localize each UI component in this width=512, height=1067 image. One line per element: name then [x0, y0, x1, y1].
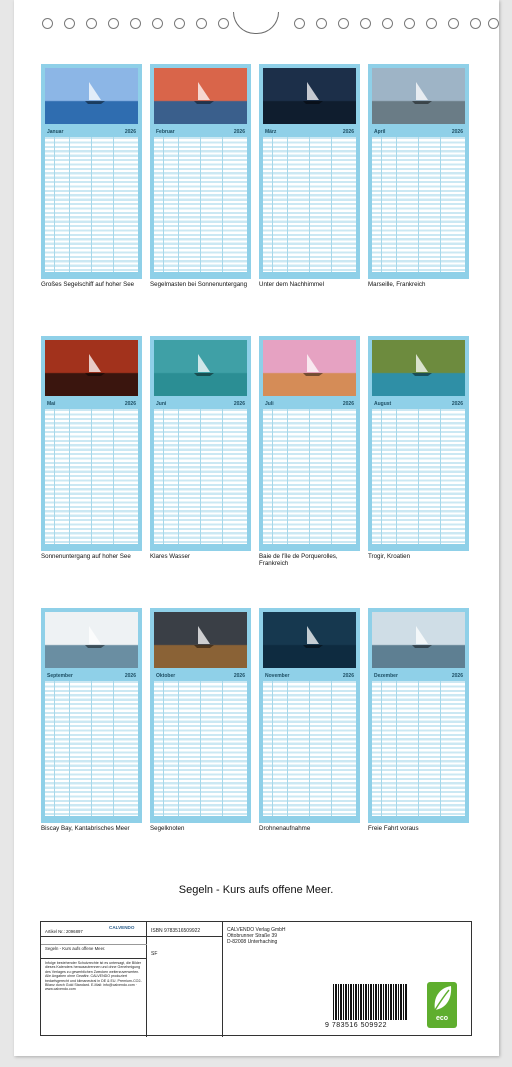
publisher-address	[227, 927, 337, 945]
grid-column-line	[309, 681, 310, 816]
sailboat-icon	[263, 340, 356, 396]
hanger-hook	[233, 12, 279, 34]
planner-grid	[263, 681, 356, 816]
grid-column-line	[222, 137, 223, 272]
grid-column-line	[381, 137, 382, 272]
month-year: 2026	[124, 672, 136, 679]
month-year: 2026	[451, 128, 463, 135]
month-panel	[259, 64, 360, 279]
binding-ring	[108, 18, 119, 29]
month-name: März	[265, 128, 277, 135]
sailboat-icon	[154, 612, 247, 668]
photo-caption: Drohnenaufnahme	[259, 825, 311, 832]
month-photo	[45, 340, 138, 396]
grid-column-line	[381, 409, 382, 544]
grid-column-line	[331, 681, 332, 816]
planner-grid	[154, 137, 247, 272]
month-photo	[263, 612, 356, 668]
photo-caption: Sonnenuntergang auf hoher See	[41, 553, 131, 560]
month-header	[45, 671, 138, 680]
planner-grid	[154, 681, 247, 816]
sailboat-icon	[154, 340, 247, 396]
publisher-logo: CALVENDO	[109, 925, 135, 930]
planner-grid	[45, 409, 138, 544]
month-panel	[259, 608, 360, 823]
sailboat-icon	[372, 340, 465, 396]
grid-column-line	[287, 409, 288, 544]
month-name: Januar	[47, 128, 64, 135]
grid-column-line	[163, 409, 164, 544]
product-title: Segeln - Kurs aufs offene Meer.	[45, 946, 106, 951]
grid-column-line	[418, 137, 419, 272]
address-line: Ottobrunner Straße 39	[227, 933, 278, 939]
grid-column-line	[200, 137, 201, 272]
grid-column-line	[396, 681, 397, 816]
month-photo	[154, 612, 247, 668]
grid-column-line	[69, 137, 70, 272]
month-photo	[372, 68, 465, 124]
month-photo	[154, 340, 247, 396]
planner-grid	[372, 681, 465, 816]
grid-column-line	[113, 409, 114, 544]
planner-grid	[263, 137, 356, 272]
grid-column-line	[69, 681, 70, 816]
grid-column-line	[54, 137, 55, 272]
month-panel	[368, 336, 469, 551]
photo-caption: Trogir, Kroatien	[368, 553, 411, 560]
divider	[41, 936, 147, 937]
grid-column-line	[178, 409, 179, 544]
divider	[41, 944, 147, 945]
grid-column-line	[287, 137, 288, 272]
month-photo	[372, 612, 465, 668]
month-panel	[150, 64, 251, 279]
month-name: August	[374, 400, 392, 407]
grid-column-line	[91, 681, 92, 816]
month-year: 2026	[233, 128, 245, 135]
grid-column-line	[54, 409, 55, 544]
month-name: Februar	[156, 128, 175, 135]
month-header	[372, 671, 465, 680]
grid-column-line	[222, 681, 223, 816]
divider	[41, 958, 147, 959]
binding-ring	[426, 18, 437, 29]
month-panel	[41, 64, 142, 279]
binding-ring	[218, 18, 229, 29]
photo-caption: Segelmasten bei Sonnenuntergang	[150, 281, 248, 288]
photo-caption: Segelknoten	[150, 825, 185, 832]
month-year: 2026	[451, 400, 463, 407]
photo-caption: Klares Wasser	[150, 553, 190, 560]
grid-column-line	[272, 137, 273, 272]
sailboat-icon	[45, 612, 138, 668]
planner-grid	[45, 681, 138, 816]
binding-ring	[382, 18, 393, 29]
binding-ring	[316, 18, 327, 29]
sailboat-icon	[45, 340, 138, 396]
month-name: Juni	[156, 400, 167, 407]
sailboat-icon	[372, 612, 465, 668]
barcode-number: 9 783516 509922	[325, 1022, 387, 1029]
planner-grid	[372, 137, 465, 272]
month-year: 2026	[342, 400, 354, 407]
month-name: September	[47, 672, 73, 679]
grid-column-line	[163, 137, 164, 272]
month-photo	[372, 340, 465, 396]
isbn-column	[147, 922, 223, 1037]
month-name: Dezember	[374, 672, 398, 679]
back-info-box	[40, 921, 472, 1036]
photo-caption: Freie Fahrt voraus	[368, 825, 419, 832]
grid-column-line	[331, 409, 332, 544]
planner-grid	[372, 409, 465, 544]
binding-ring	[470, 18, 481, 29]
grid-column-line	[178, 137, 179, 272]
photo-caption: Großes Segelschiff auf hoher See	[41, 281, 135, 288]
month-name: April	[374, 128, 386, 135]
sailboat-icon	[154, 68, 247, 124]
grid-column-line	[200, 681, 201, 816]
grid-column-line	[178, 681, 179, 816]
grid-column-line	[69, 409, 70, 544]
month-header	[263, 399, 356, 408]
month-name: Juli	[265, 400, 274, 407]
month-header	[45, 127, 138, 136]
photo-caption: Unter dem Nachhimmel	[259, 281, 324, 288]
binding-ring	[130, 18, 141, 29]
month-year: 2026	[451, 672, 463, 679]
grid-column-line	[91, 137, 92, 272]
month-panel	[150, 608, 251, 823]
sailboat-icon	[263, 68, 356, 124]
legal-notice: Infolge bestehender Schutzrechte ist es untersagt, die Bilder dieses Kalenders herauszutrennen und ohne Genehmigung des Verlages zu gewerblichen Zwecken weiterzuverwerten. Alle Angaben ohne Gewähr. CALVENDO produziert bedarfsgerecht und klimaneutral in DE & EU. Premium-CO2-Bilanz durch Gold Standard. E-Mail: info@calvendo.com · www.calvendo.com	[45, 961, 142, 992]
binding-ring	[196, 18, 207, 29]
sailboat-icon	[372, 68, 465, 124]
month-year: 2026	[233, 672, 245, 679]
month-header	[263, 127, 356, 136]
month-name: Mai	[47, 400, 56, 407]
grid-column-line	[396, 409, 397, 544]
leaf-icon	[427, 982, 457, 1016]
divider	[147, 936, 223, 937]
binding-ring	[174, 18, 185, 29]
sailboat-icon	[45, 68, 138, 124]
month-panel	[259, 336, 360, 551]
grid-column-line	[309, 409, 310, 544]
binding-ring	[448, 18, 459, 29]
grid-column-line	[396, 137, 397, 272]
binding-ring	[360, 18, 371, 29]
month-name: Oktober	[156, 672, 176, 679]
month-year: 2026	[342, 128, 354, 135]
binding-ring	[152, 18, 163, 29]
month-photo	[45, 68, 138, 124]
grid-column-line	[113, 681, 114, 816]
grid-column-line	[309, 137, 310, 272]
grid-column-line	[440, 137, 441, 272]
month-year: 2026	[124, 128, 136, 135]
photo-caption: Marseille, Frankreich	[368, 281, 426, 288]
grid-column-line	[418, 681, 419, 816]
binding-ring	[86, 18, 97, 29]
month-header	[154, 399, 247, 408]
calendar-title: Segeln - Kurs aufs offene Meer.	[178, 884, 334, 896]
grid-column-line	[381, 681, 382, 816]
month-panel	[368, 608, 469, 823]
grid-column-line	[163, 681, 164, 816]
grid-column-line	[331, 137, 332, 272]
month-name: November	[265, 672, 290, 679]
grid-column-line	[287, 681, 288, 816]
ean-barcode	[333, 984, 407, 1020]
month-photo	[154, 68, 247, 124]
grid-column-line	[440, 409, 441, 544]
eco-label: eco	[435, 1015, 449, 1022]
month-header	[154, 671, 247, 680]
month-year: 2026	[124, 400, 136, 407]
binding-ring	[404, 18, 415, 29]
month-year: 2026	[342, 672, 354, 679]
grid-column-line	[91, 409, 92, 544]
address-line: CALVENDO Verlag GmbH	[227, 927, 286, 933]
photo-caption: Baie de l'île de Porquerolles, Frankreich	[259, 553, 338, 568]
month-header	[372, 127, 465, 136]
binding-ring	[42, 18, 53, 29]
article-number: Artikel Nr.: 2096897	[45, 929, 83, 934]
month-photo	[45, 612, 138, 668]
grid-column-line	[200, 409, 201, 544]
planner-grid	[45, 137, 138, 272]
month-header	[372, 399, 465, 408]
month-panel	[41, 336, 142, 551]
month-photo	[263, 68, 356, 124]
grid-column-line	[440, 681, 441, 816]
month-year: 2026	[233, 400, 245, 407]
planner-grid	[263, 409, 356, 544]
spiral-binding	[0, 12, 512, 32]
month-panel	[41, 608, 142, 823]
binding-ring	[64, 18, 75, 29]
address-line: D-82008 Unterhaching	[227, 939, 278, 945]
month-panel	[150, 336, 251, 551]
planner-grid	[154, 409, 247, 544]
grid-column-line	[54, 681, 55, 816]
binding-ring	[294, 18, 305, 29]
grid-column-line	[272, 409, 273, 544]
sailboat-icon	[263, 612, 356, 668]
binding-ring	[338, 18, 349, 29]
isbn: ISBN 9783516509922	[151, 928, 201, 934]
photo-caption: Biscay Bay, Kantabrisches Meer	[41, 825, 130, 832]
grid-column-line	[272, 681, 273, 816]
eco-badge	[427, 982, 457, 1028]
grid-column-line	[113, 137, 114, 272]
grid-column-line	[418, 409, 419, 544]
month-panel	[368, 64, 469, 279]
binding-ring	[488, 18, 499, 29]
month-photo	[263, 340, 356, 396]
sf-code: SF	[151, 951, 158, 957]
month-header	[45, 399, 138, 408]
grid-column-line	[222, 409, 223, 544]
month-header	[263, 671, 356, 680]
month-header	[154, 127, 247, 136]
